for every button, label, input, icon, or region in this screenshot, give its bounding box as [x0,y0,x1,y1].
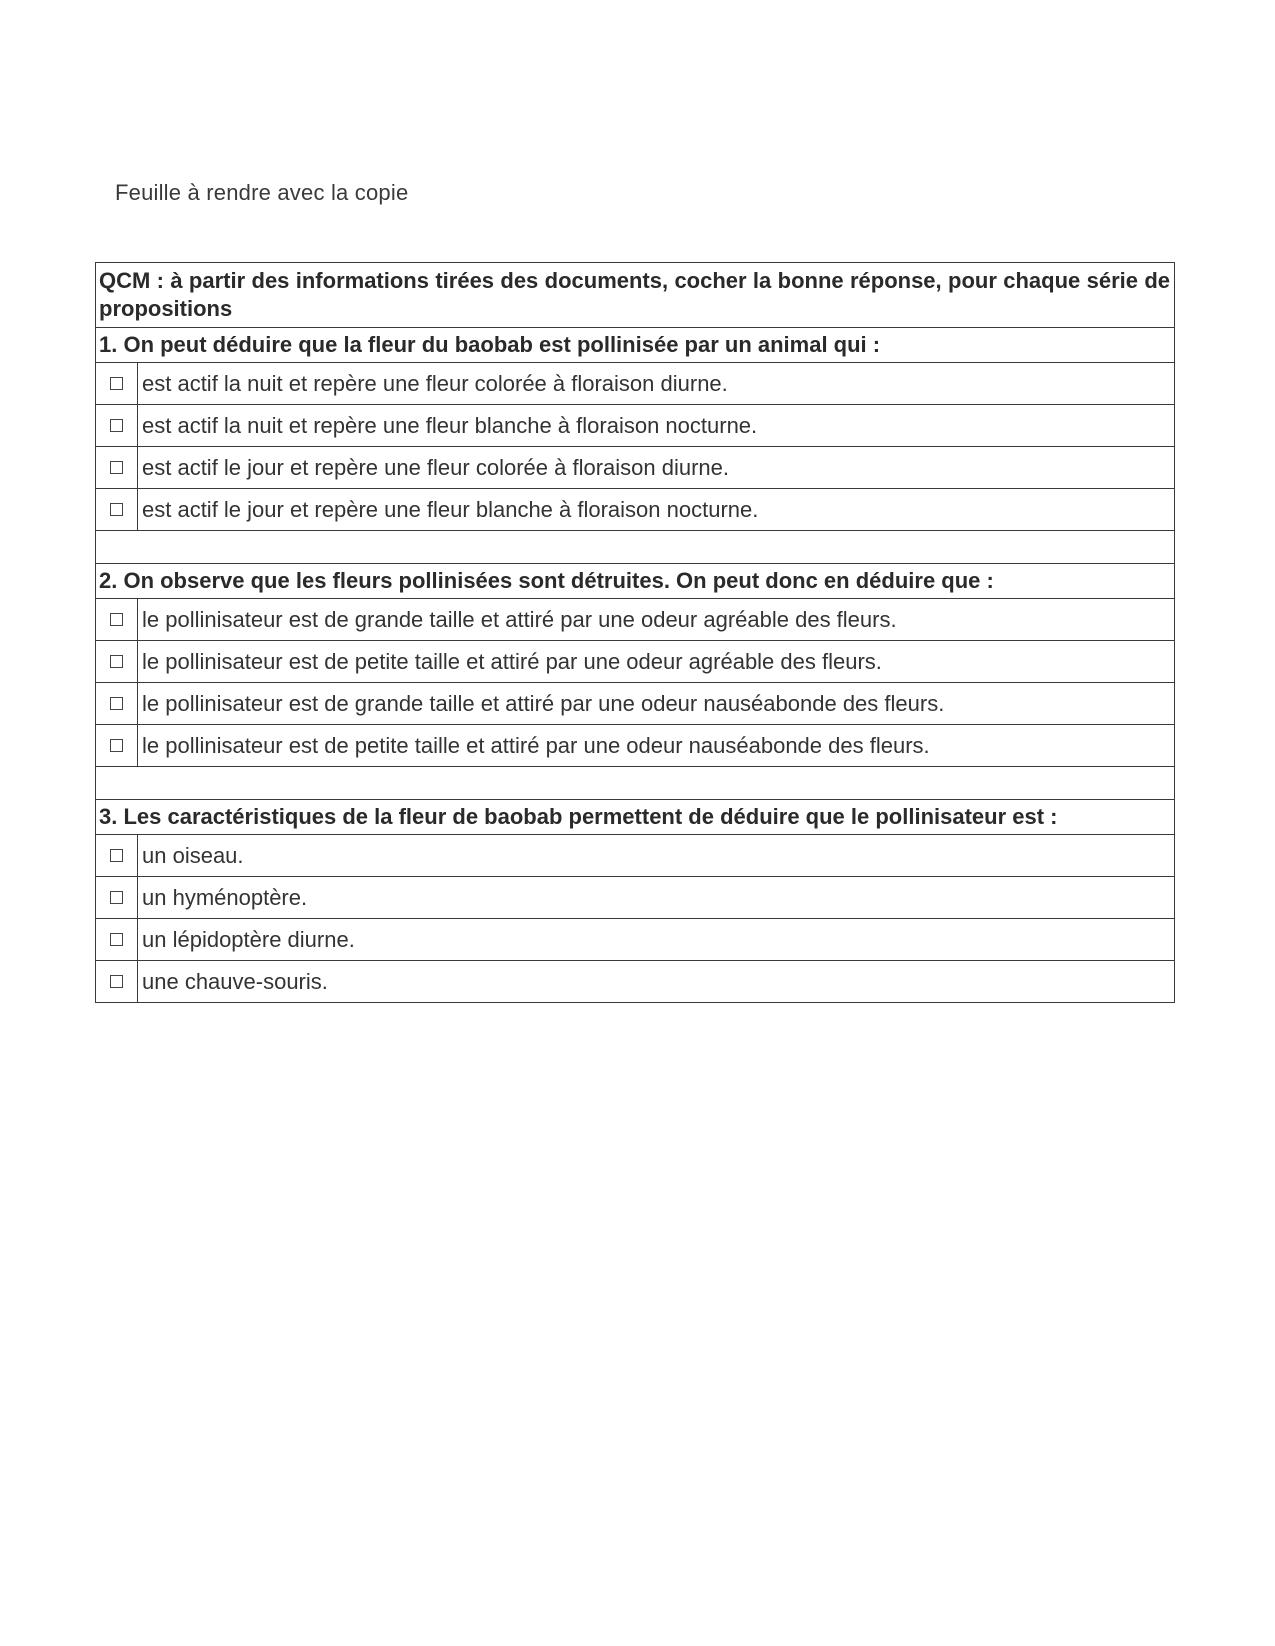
option-row [96,447,1175,489]
question-3-title: 3. Les caractéristiques de la fleur de baobab permettent de déduire que le pollinisateur est : [96,800,1175,835]
question-1-title: 1. On peut déduire que la fleur du baobab est pollinisée par un animal qui : [96,328,1175,363]
option-row [96,405,1175,447]
checkbox-q3-option-3[interactable] [110,933,123,946]
option-row [96,599,1175,641]
option-label: est actif le jour et repère une fleur blanche à floraison nocturne. [138,489,1175,531]
page-heading: Feuille à rendre avec la copie [115,180,409,205]
checkbox-q3-option-4[interactable] [110,975,123,988]
option-label: le pollinisateur est de grande taille et attiré par une odeur agréable des fleurs. [138,599,1175,641]
checkbox-q1-option-4[interactable] [110,503,123,516]
option-row [96,877,1175,919]
checkbox-q1-option-2[interactable] [110,419,123,432]
question-row [96,800,1175,835]
question-row [96,328,1175,363]
option-label: un lépidoptère diurne. [138,919,1175,961]
option-row [96,363,1175,405]
question-row [96,564,1175,599]
option-row [96,961,1175,1003]
option-label: le pollinisateur est de petite taille et attiré par une odeur nauséabonde des fleurs. [138,725,1175,767]
checkbox-q2-option-3[interactable] [110,697,123,710]
option-label: est actif le jour et repère une fleur colorée à floraison diurne. [138,447,1175,489]
option-label: le pollinisateur est de petite taille et attiré par une odeur agréable des fleurs. [138,641,1175,683]
spacer-row [96,767,1175,800]
spacer-cell [96,531,1175,564]
checkbox-q2-option-1[interactable] [110,613,123,626]
spacer-cell [96,767,1175,800]
option-label: un oiseau. [138,835,1175,877]
checkbox-q3-option-1[interactable] [110,849,123,862]
checkbox-q2-option-4[interactable] [110,739,123,752]
qcm-table [95,262,1175,1003]
option-row [96,683,1175,725]
option-row [96,641,1175,683]
option-label: le pollinisateur est de grande taille et attiré par une odeur nauséabonde des fleurs. [138,683,1175,725]
qcm-intro-row [96,263,1175,328]
checkbox-q1-option-1[interactable] [110,377,123,390]
checkbox-q1-option-3[interactable] [110,461,123,474]
option-row [96,489,1175,531]
option-label: un hyménoptère. [138,877,1175,919]
option-label: est actif la nuit et repère une fleur colorée à floraison diurne. [138,363,1175,405]
question-2-title: 2. On observe que les fleurs pollinisées sont détruites. On peut donc en déduire que : [96,564,1175,599]
option-row [96,919,1175,961]
checkbox-q3-option-2[interactable] [110,891,123,904]
option-label: est actif la nuit et repère une fleur blanche à floraison nocturne. [138,405,1175,447]
spacer-row [96,531,1175,564]
qcm-instructions: QCM : à partir des informations tirées des documents, cocher la bonne réponse, pour chaque série de propositions [96,263,1175,328]
option-label: une chauve-souris. [138,961,1175,1003]
option-row [96,835,1175,877]
checkbox-q2-option-2[interactable] [110,655,123,668]
option-row [96,725,1175,767]
